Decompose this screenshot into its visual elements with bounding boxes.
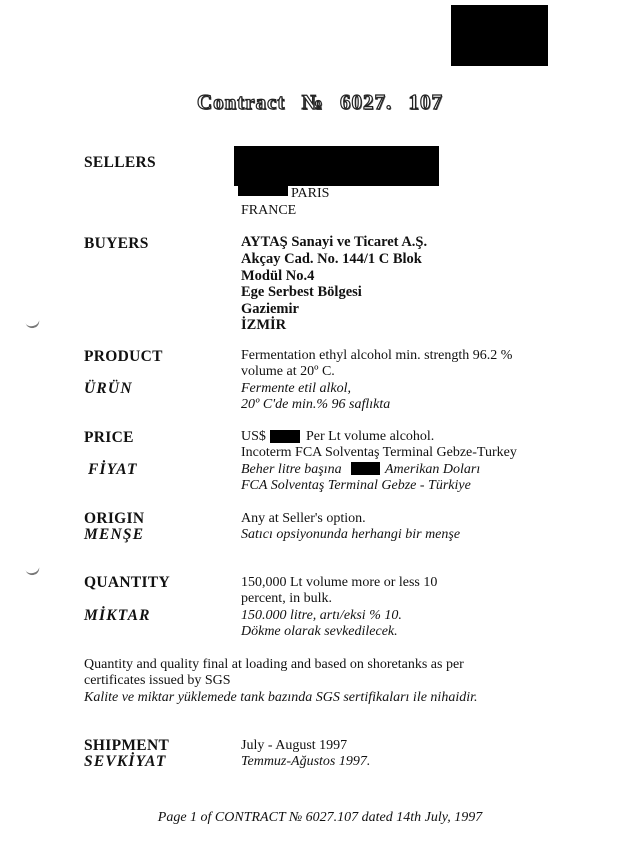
- shipment-label-tr: SEVKİYAT: [84, 753, 167, 770]
- redaction-price-tr: [351, 462, 380, 475]
- scan-mark-2: [25, 565, 41, 576]
- quantity-tr-2: Dökme olarak sevkedilecek.: [241, 624, 398, 639]
- quality-note-tr: Kalite ve miktar yüklemede tank bazında SGS sertifikaları ile nihaidir.: [84, 690, 478, 705]
- quality-note-en-2: certificates issued by SGS: [84, 673, 231, 688]
- buyers-line-1: AYTAŞ Sanayi ve Ticaret A.Ş.: [241, 234, 428, 250]
- shipment-label: SHIPMENT: [84, 737, 170, 754]
- quantity-en-1: 150,000 Lt volume more or less 10: [241, 575, 438, 590]
- quantity-label-tr: MİKTAR: [84, 607, 151, 624]
- price-en-currency: US$: [241, 429, 266, 444]
- buyers-line-4: Ege Serbest Bölgesi: [241, 284, 362, 300]
- quantity-label: QUANTITY: [84, 574, 170, 591]
- redaction-price: [270, 430, 300, 443]
- sellers-label: SELLERS: [84, 154, 156, 171]
- price-en-unit: Per Lt volume alcohol.: [306, 429, 435, 444]
- buyers-line-3: Modül No.4: [241, 268, 315, 284]
- contract-title: Contract № 6027. 107: [196, 90, 444, 114]
- price-tr-currency: Amerikan Doları: [385, 462, 481, 477]
- origin-en: Any at Seller's option.: [241, 511, 366, 526]
- page-footer: Page 1 of CONTRACT № 6027.107 dated 14th July, 1997: [157, 810, 483, 825]
- redaction-sellers-name: [234, 146, 439, 186]
- quantity-tr-1: 150.000 litre, artı/eksi % 10.: [241, 608, 402, 623]
- product-en-2: volume at 20º C.: [241, 364, 335, 379]
- buyers-label: BUYERS: [84, 235, 149, 252]
- buyers-line-2: Akçay Cad. No. 144/1 C Blok: [241, 251, 422, 267]
- product-tr-2: 20º C'de min.% 96 saflıkta: [241, 397, 391, 412]
- sellers-city: PARIS: [291, 186, 330, 201]
- price-en-incoterm: Incoterm FCA Solventaş Terminal Gebze-Turkey: [241, 445, 517, 460]
- sellers-country: FRANCE: [241, 203, 297, 218]
- product-label: PRODUCT: [84, 348, 163, 365]
- price-tr-incoterm: FCA Solventaş Terminal Gebze - Türkiye: [241, 478, 471, 493]
- price-label-tr: FİYAT: [88, 461, 138, 478]
- buyers-line-6: İZMİR: [241, 317, 287, 333]
- shipment-en: July - August 1997: [241, 738, 348, 753]
- product-tr-1: Fermente etil alkol,: [241, 381, 352, 396]
- quantity-en-2: percent, in bulk.: [241, 591, 332, 606]
- redaction-sellers-postcode: [238, 186, 288, 196]
- origin-label-tr: MENŞE: [84, 526, 145, 543]
- origin-label: ORIGIN: [84, 510, 145, 527]
- scan-mark: [25, 318, 41, 329]
- redaction-top-right: [451, 5, 548, 66]
- product-en-1: Fermentation ethyl alcohol min. strength 96.2 %: [241, 348, 513, 363]
- product-label-tr: ÜRÜN: [84, 380, 133, 397]
- price-tr-unit: Beher litre başına: [241, 462, 342, 477]
- origin-tr: Satıcı opsiyonunda herhangi bir menşe: [241, 527, 461, 542]
- buyers-line-5: Gaziemir: [241, 301, 299, 317]
- price-label: PRICE: [84, 429, 134, 446]
- shipment-tr: Temmuz-Ağustos 1997.: [241, 754, 371, 769]
- quality-note-en-1: Quantity and quality final at loading and based on shoretanks as per: [84, 657, 464, 672]
